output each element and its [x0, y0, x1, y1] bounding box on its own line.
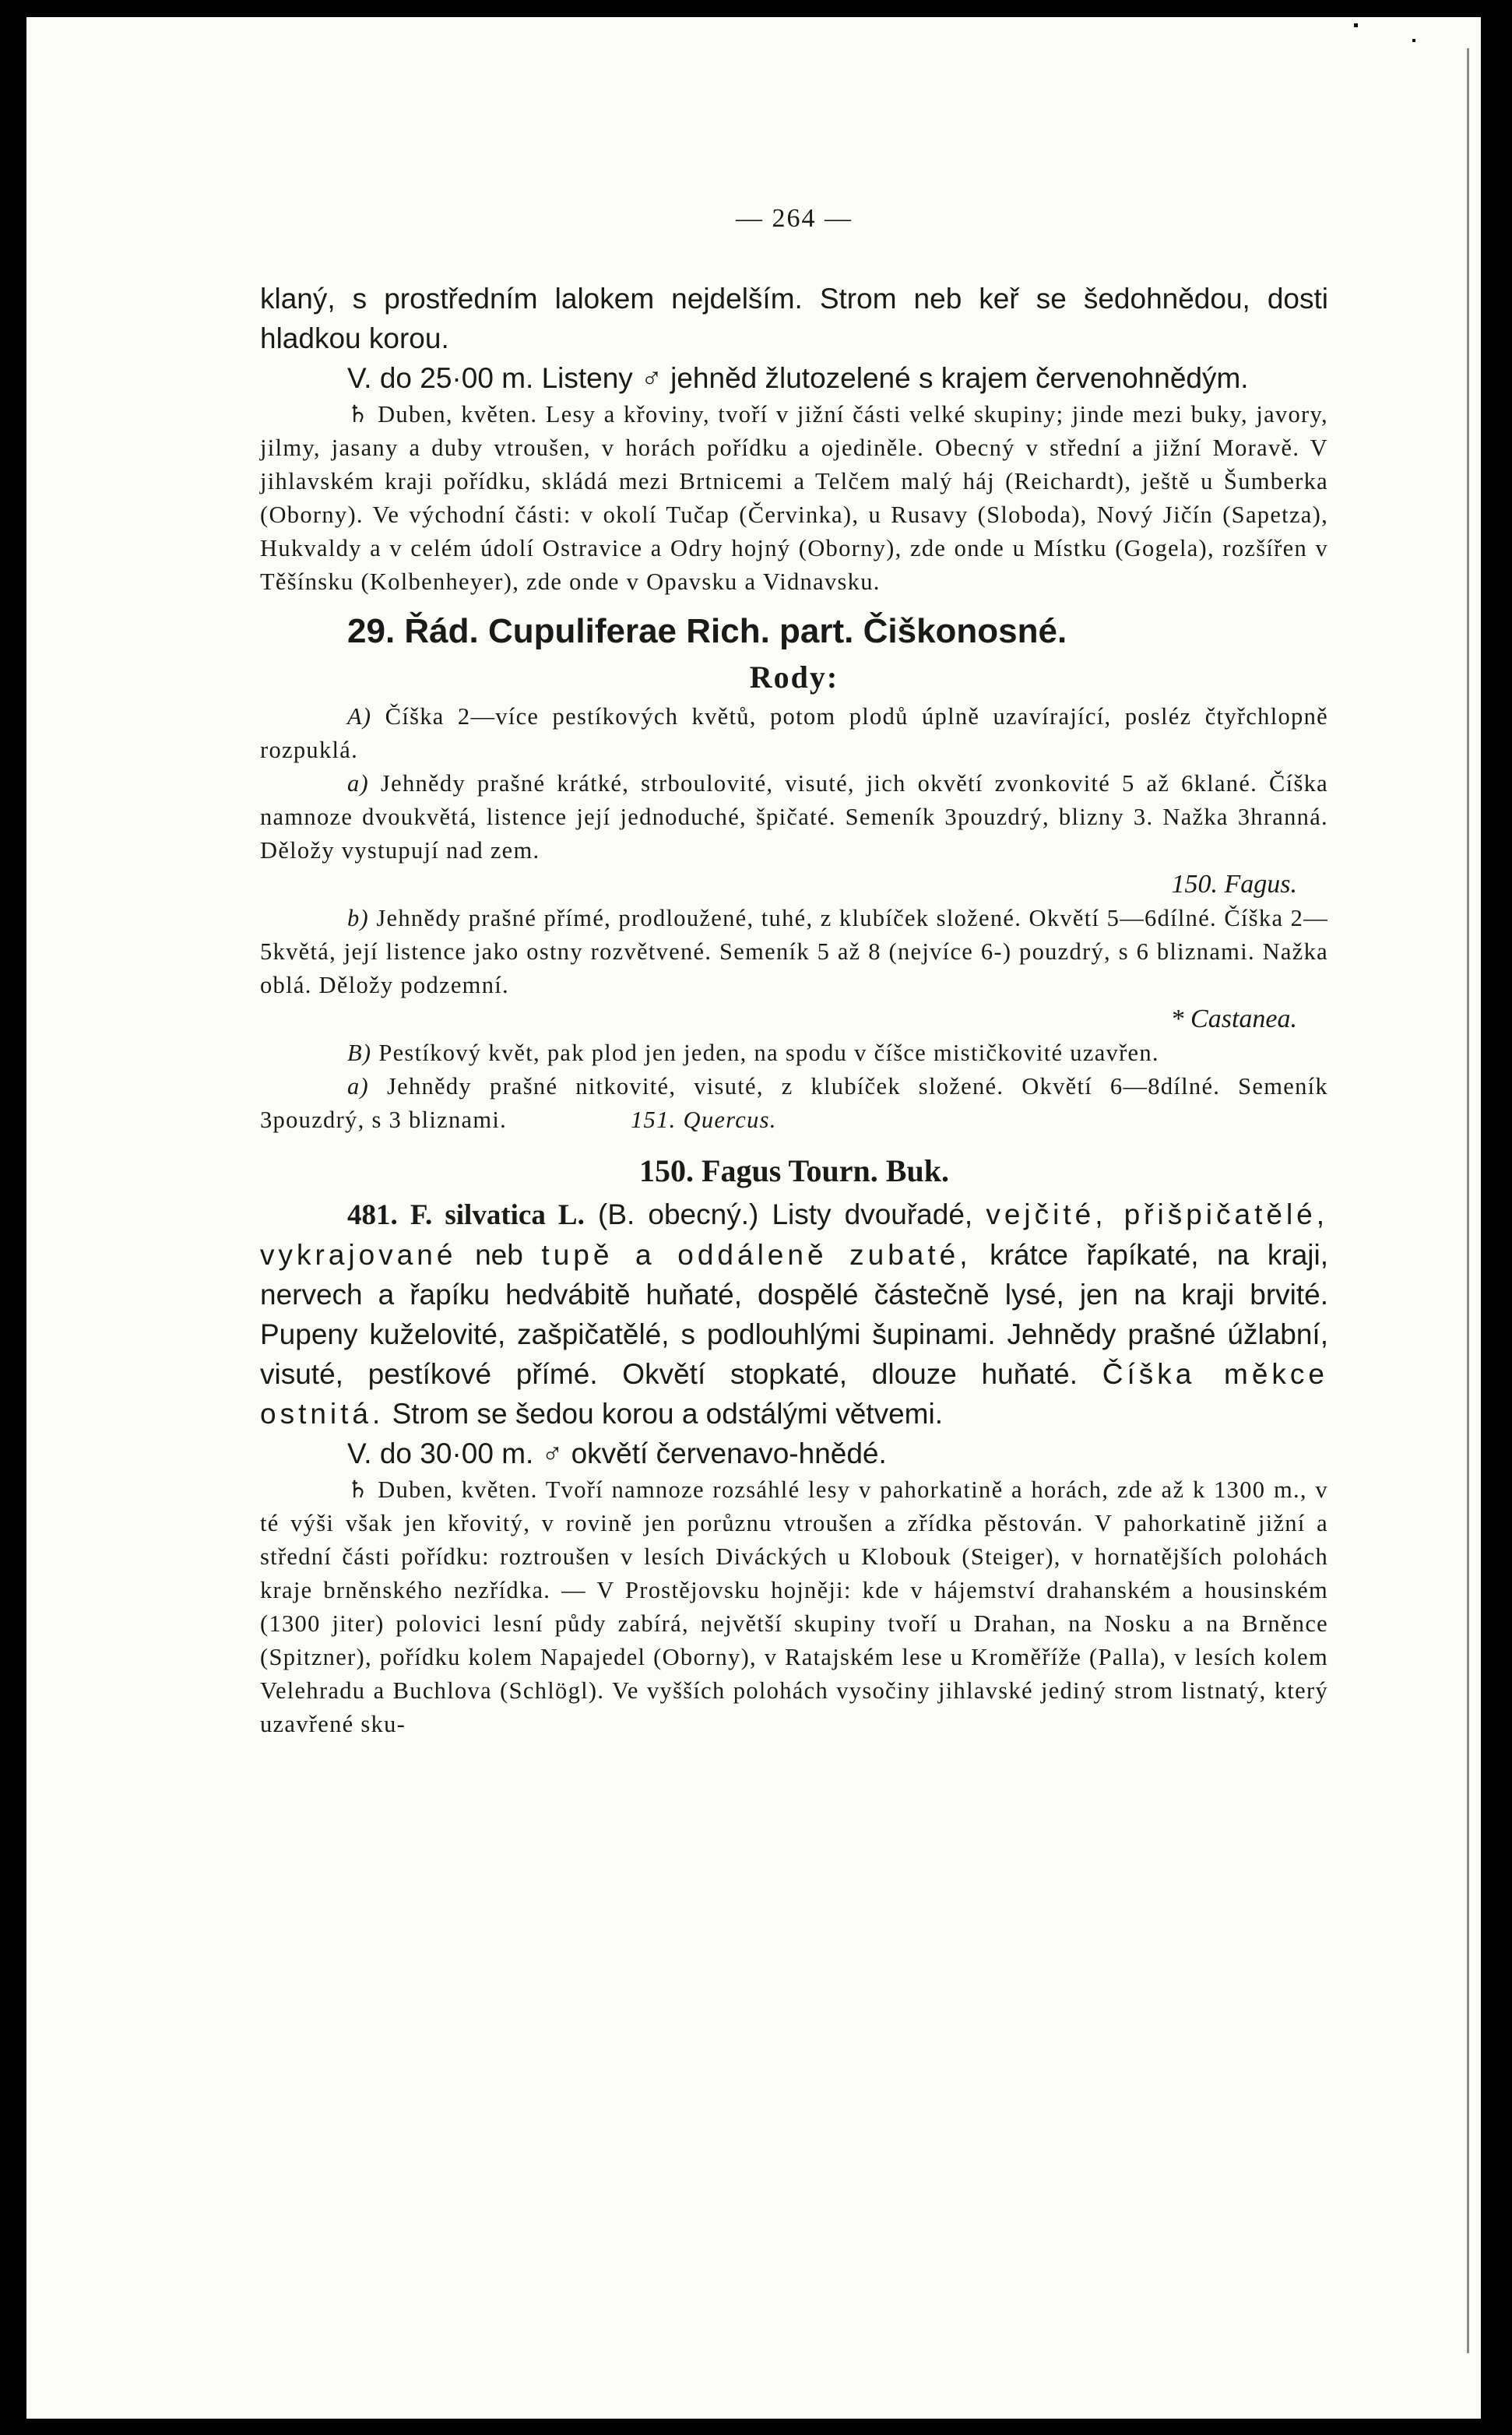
desc-text: Listy dvouřadé, — [772, 1198, 973, 1230]
key-result-castanea: * Castanea. — [1170, 1005, 1297, 1033]
key-entry-a — [260, 700, 1328, 767]
key-text: Jehnědy prašné přímé, prodloužené, tuhé, z klubíček složené. Okvětí 5—6dílné. Číška 2—5květá, její listence jako ostny rozvětvené. Semeník 5 až 8 (nejvíce 6-) pouzdrý, s 6 bliznami. Nažka oblá. Děložy podzemní. — [260, 905, 1328, 998]
page-number: — 264 — — [736, 204, 853, 233]
key-result-quercus: 151. Quercus. — [631, 1107, 777, 1133]
desc-emphasis: vejčité, přišpičatělé, vykrajované — [260, 1198, 1329, 1271]
desc-text: krátce řapíkaté, na kraji, nervech a řapíku hedvábitě huňaté, dospělé částečně lysé, jen na kraji brvité. Pupeny kuželovité, zašpičatělé, s podlouhlými šupinami. Jehnědy prašné úžlabní, visuté, pestíkové přímé. Okvětí stopkaté, dlouze huňaté. — [260, 1239, 1329, 1390]
genus-heading: 150. Fagus Tourn. Buk. — [639, 1153, 949, 1188]
key-result-fagus: 150. Fagus. — [1171, 870, 1297, 899]
key-entry-a-b — [260, 902, 1328, 1002]
desc-emphasis: tupě a oddáleně zubaté, — [541, 1239, 972, 1271]
key-entry-a-a — [260, 767, 1328, 867]
key-label: a) — [347, 1073, 370, 1100]
desc-text: neb — [475, 1239, 523, 1271]
key-label: b) — [347, 905, 370, 931]
key-text: Číška 2—více pestíkových květů, potom plodů úplně uzavírající, posléz čtyřchlopně rozpuklá. — [260, 703, 1328, 763]
desc-emphasis: Číška měkce ostnitá. — [260, 1358, 1328, 1430]
key-text: Jehnědy prašné krátké, strboulovité, visuté, jich okvětí zvonkovité 5 až 6klané. Číška namnoze dvoukvětá, listence její jednoduché, špičaté. Semeník 3pouzdrý, blizny 3. Nažka 3hranná. Děložy vystupují nad zem. — [260, 770, 1329, 864]
paragraph-continuation: klaný, s prostředním lalokem nejdelším. Strom neb keř se šedohnědou, dosti hladkou korou. — [260, 283, 1328, 354]
scan-speck — [1354, 23, 1358, 27]
order-heading: 29. Řád. Cupuliferae Rich. part. Čiškonosné. — [347, 612, 1067, 650]
scan-speck — [1412, 39, 1415, 42]
paragraph-habitat: ♄ Duben, květen. Lesy a křoviny, tvoří v jižní části velké skupiny; jinde mezi buky, javory, jilmy, jasany a duby vtroušen, v horách pořídku a ojediněle. Obecný v střední a jižní Moravě. V jihlavském kraji pořídku, skládá mezi Brtnicemi a Telčem malý háj (Reichardt), ještě u Šumberka (Oborny). Ve východní části: v okolí Tučap (Červinka), u Rusavy (Sloboda), Nový Jičín (Sapetza), Hukvaldy a v celém údolí Ostravice a Odry hojný (Oborny), zde onde u Místku (Gogela), rozšířen v Těšínsku (Kolbenheyer), zde onde v Opavsku a Vidnavsku. — [260, 401, 1328, 595]
key-text: Pestíkový květ, pak plod jen jeden, na spodu v číšce mističkovité uzavřen. — [378, 1040, 1159, 1066]
key-text: Jehnědy prašné nitkovité, visuté, z klubíček složené. Okvětí 6—8dílné. Semeník 3pouzdrý, s 3 bliznami. — [260, 1073, 1328, 1133]
species-common-name: (B. obecný.) — [598, 1198, 759, 1230]
paragraph-distribution: ♄ Duben, květen. Tvoří namnoze rozsáhlé lesy v pahorkatině a horách, zde až k 1300 m., v té výši však jen křovitý, v rovině jen porůznu vtroušen a zřídka pěstován. V pahorkatině jižní a střední části pořídku: roztroušen v lesích Diváckých u Klobouk (Steiger), v hornatějších polohách kraje brněnského nezřídka. — V Prostějovsku hojněji: kde v hájemství drahanském a housinském (1300 jiter) polovici lesní půdy zabírá, největší skupiny tvoří u Drahan, na Nosku a na Brněnce (Spitzner), pořídku kolem Napajedel (Oborny), v Ratajském lese u Kroměříže (Palla), v lesích kolem Velehradu a Buchlova (Schlögl). Ve vyšších polohách vysočiny jihlavské jediný strom listnatý, který uzavřené sku- — [260, 1476, 1328, 1737]
desc-text: Strom se šedou korou a odstálými větvemi. — [392, 1398, 943, 1430]
page-content — [260, 204, 1328, 1741]
genera-heading: Rody: — [749, 660, 839, 695]
paragraph-height: V. do 25·00 m. Listeny ♂ jehněd žlutozelené s krajem červenohnědým. — [347, 362, 1249, 394]
page — [26, 17, 1481, 2419]
paragraph-height-2: V. do 30·00 m. ♂ okvětí červenavo-hnědé. — [347, 1437, 887, 1469]
key-entry-b-a — [260, 1070, 1328, 1137]
species-name: 481. F. silvatica L. — [347, 1199, 585, 1231]
key-label: B) — [347, 1040, 372, 1066]
species-description — [260, 1195, 1328, 1434]
scan-edge-line — [1467, 48, 1469, 2353]
key-entry-b — [260, 1036, 1328, 1070]
key-label: a) — [347, 770, 370, 797]
key-label: A) — [347, 703, 372, 730]
